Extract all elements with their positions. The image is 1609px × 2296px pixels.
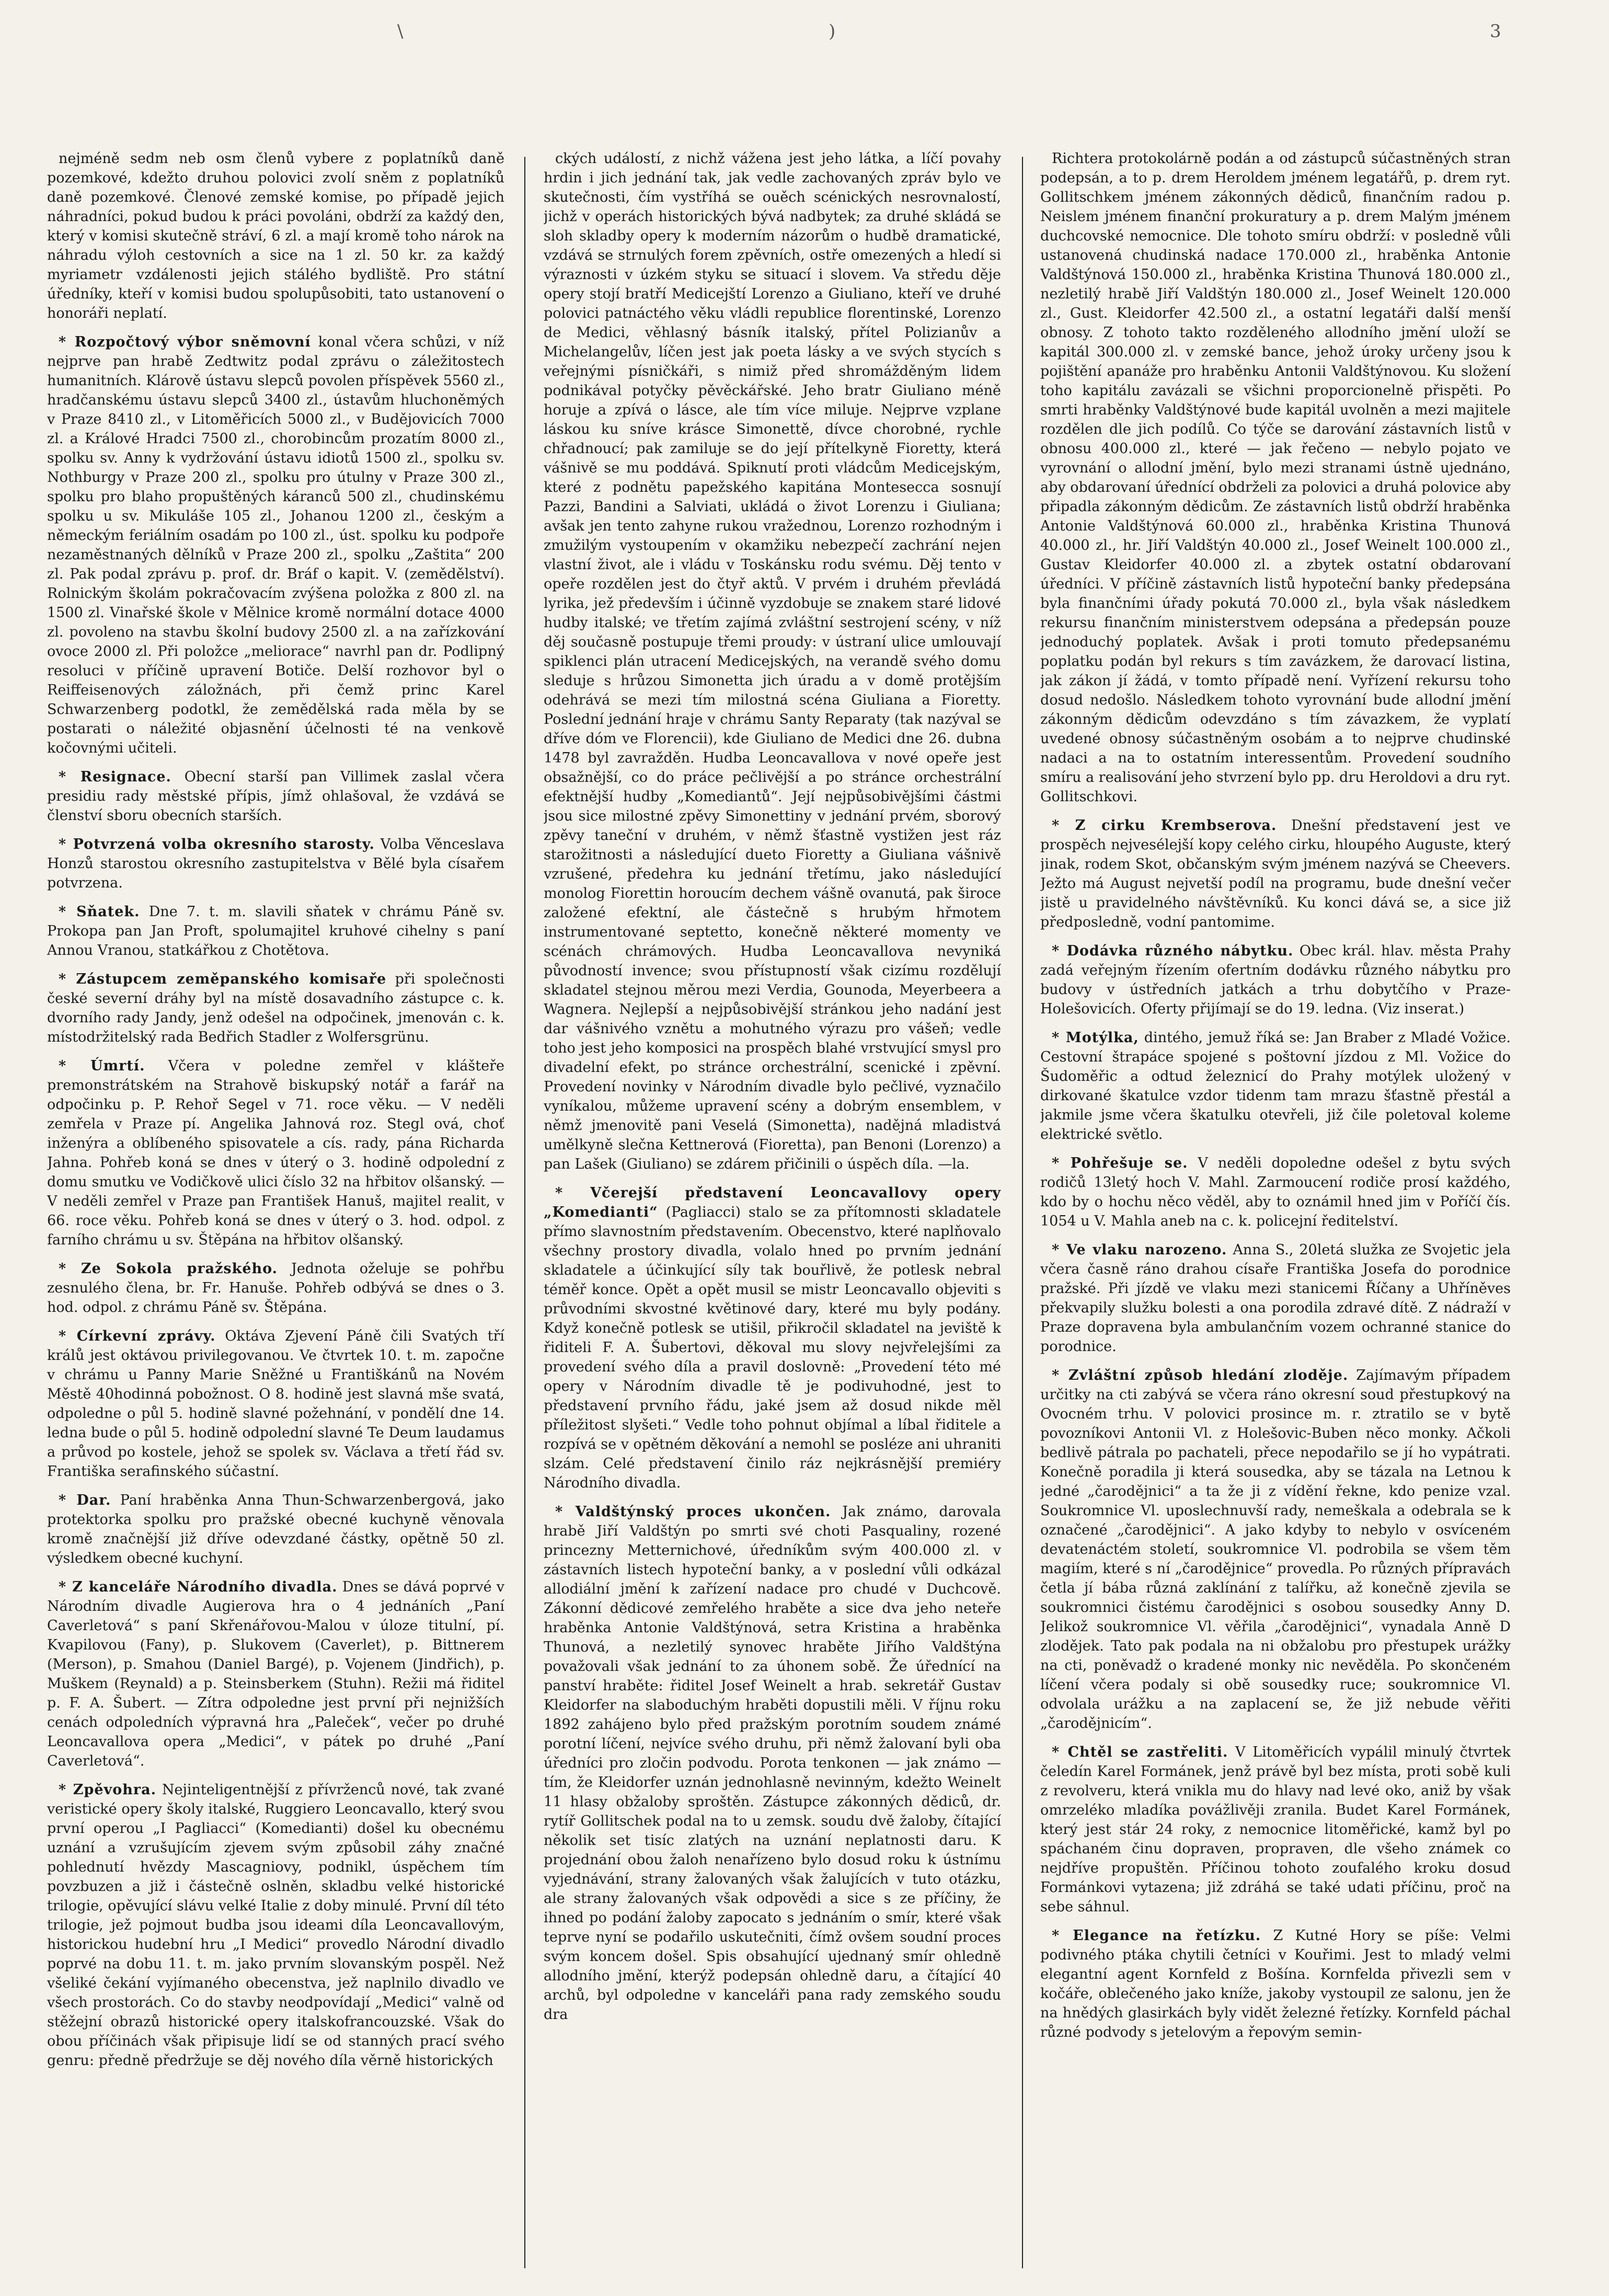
column-left [47, 149, 504, 2271]
article [47, 149, 504, 323]
article-heading: * Zpěvohra. [59, 1782, 157, 1798]
article-heading: * Ze Sokola pražského. [59, 1261, 278, 1277]
article [1040, 1153, 1511, 1231]
article [47, 835, 504, 893]
article-body: Anna S., 20letá služka ze Svojetic jela včera časně ráno drahou císaře Františka Josefa do porodnice pražské. Při jízdě ve vlaku mezi stanicemi Říčany a Uhříněves překvapily služku bolesti a ona porodila zdravé dítě. Z nádraží v Praze dopravena byla ambulančním vozem ochranné stanice do porodnice. [1040, 1242, 1511, 1355]
article-body: Obec král. hlav. města Prahy zadá veřejným řízením ofertním dodávku různého nábytku pro budovy v ústředních jatkách a trhu dobytčího v Praze-Holešovicích. Oferty přijímají se do 19. ledna. (Viz inserat.) [1040, 943, 1511, 1017]
article-heading: * Elegance na řetízku. [1052, 1928, 1261, 1944]
article [1040, 1028, 1511, 1144]
page-mark: ) [829, 21, 836, 42]
article [544, 1183, 1001, 1493]
article [1040, 149, 1511, 806]
article-body: Jednota oželuje se pohřbu zesnulého člena, br. Fr. Hanuše. Pohřeb odbývá se dnes o 3. hod. odpol. z chrámu Páně sv. Štěpána. [47, 1261, 504, 1316]
article-heading: * Církevní zprávy. [59, 1328, 216, 1344]
article-body: Paní hraběnka Anna Thun-Schwarzenbergová, jako protektorka spolku pro pražské obecné kuchyně věnovala kromě značnější již dříve odevzdané částky, opětně 50 zl. výsledkem obecné kuchyní. [47, 1492, 504, 1566]
article-body: Oktáva Zjevení Páně čili Svatých tří králů jest oktávou privilegovanou. Ve čtvrtek 10. t. m. započne v chrámu u Panny Marie Sněžné u Františkánů na Novém Městě 40hodinná pobožnost. O 8. hodině jest slavná mše svatá, odpoledne o půl 5. hodině slavné požehnání, v pondělí dne 14. ledna bude o půl 5. hodině odpolední slavné Te Deum laudamus a průvod po kostele, jehož se spolek sv. Václava a třetí řád sv. Františka serafinského súčastní. [47, 1328, 504, 1480]
article-body: V Litoměřicích vypálil minulý čtvrtek čeledín Karel Formánek, jenž právě byl bez místa, proti sobě kuli z revolveru, která vnikla mu do hlavy nad levé oko, aniž by však omrzeléko mladíka povážlivěji zranila. Budet Karel Formánek, který jest stár 24 roky, z nemocnice litoměřické, kamž byl po spáchaném činu dopraven, propraven, dle všeho známek co nejdříve propuštěn. Příčinou tohoto zoufalého kroku dosud Formánkovi vytazena; již zdráhá se také udati příčinu, proč na sebe sáhnul. [1040, 1744, 1511, 1915]
article [47, 332, 504, 758]
article-body: Volba Věnceslava Honzů starostou okresního zastupitelstva v Bělé byla císařem potvrzena. [47, 836, 504, 891]
article-body: Obecní starší pan Villimek zaslal včera presidiu rady městské přípis, jímž ohlašoval, že vzdává se členství sboru obecních starších. [47, 769, 504, 824]
article-heading: * Potvrzená volba okresního starosty. [59, 836, 375, 852]
article-heading: * Motýlka, [1052, 1030, 1139, 1046]
article-heading: * Ve vlaku narozeno. [1052, 1242, 1227, 1258]
article-heading: * Úmrtí. [59, 1058, 145, 1074]
article-body: Včera v poledne zemřel v klášteře premonstrátském na Strahově biskupský notář a farář na odpočinku p. P. Rehoř Segel v 71. roce věku. — V neděli zemřela v Praze pí. Angelika Jahnová roz. Stegl ová, choť inženýra a oblíbeného spisovatele a cís. rady, pána Richarda Jahna. Pohřeb koná se dnes v úterý o 3. hodině odpolední z domu smutku ve Vodičkově ulici číslo 32 na hřbitov olšanský. — V neděli zemřel v Praze pan František Hanuš, majitel realit, v 66. roce věku. Pohřeb koná se dnes v úterý o 3. hod. odpol. z farního chrámu u sv. Štěpána na hřbitov olšanský. [47, 1058, 504, 1248]
article-heading: * Rozpočtový výbor sněmovní [59, 334, 311, 350]
article-body: Jak známo, darovala hrabě Jiří Valdštýn po smrti své choti Pasqualiny, rozené princezny Metternichové, úředníkům svým 400.000 zl. v zástavních listech hypoteční banky, a v poslední vůli odkázal allodiální jmění k zařízení nadace pro chudé v Duchcově. Zákonní dědicové zemřelého hraběte a sice dva jeho neteře hraběnka Antonie Valdštýnová, setra Kristina a hraběnka Thunová, a nezletilý synovec hraběte Jiřího Valdštýna považovali však jednání to za úhonem sobě. Že úřednící na panství hraběte: řiditel Josef Weinelt a hrab. sekretář Gustav Kleidorfer na slaboduchým hraběti dopustili měli. V říjnu roku 1892 zahájeno bylo před pražským porotním soudem známé porotní líčení, nejvíce svého druhu, při němž žalovaní byli oba úředníci pro zločin podvodu. Porota tenkonen — jak známo — tím, že Kleidorfer uznán jednohlasně nevinným, kdežto Weinelt 11 hlasy obžaloby sproštěn. Zástupce zákonných dědiců, dr. rytíř Gollitschek podal na to u zemsk. soudu dvě žaloby, čítající několik set tisíc zlatých na uznání neplatnosti daru. K projednání obou žaloh nenařízeno bylo dosud roku k ústnímu vyjednávání, strany žalovaných však žalujících v tuto otázku, ale strany žalovaných však odpovědi a sice s ze příčiny, že ihned po podání žaloby zapocato s jednáním o smír, které však teprve nyní se podařilo uskutečniti, čímž ovšem soudní proces svým koncem došel. Spis obsahující ujednaný smír ohledně allodního jmění, kterýž podepsán ohledně daru, a čítající 40 archů, byl odpoledne v kanceláři pana rady zemského soudu dra [544, 1504, 1001, 2023]
article-heading: * Z kanceláře Národního divadla. [59, 1579, 338, 1595]
article-body: Nejinteligentnější z přívrženců nové, tak zvané veristické opery školy italské, Ruggiero Leoncavallo, který svou první operou „I Pagliacci“ (Komedianti) došel ku obecnému uznání a vzrušujícím zjevem svým způsobil záhy značné pohlednutí hvězdy Mascagniovy, podnikl, úspěchem tím povzbuzen a již i částečně oslněn, skladbu velké historické trilogie, opěvující slávu velké Italie z doby minulé. První díl této trilogie, jež pojmout budba jsou ideami díla Leoncavallovým, historickou hudební hru „I Medici“ provedlo Národní divadlo poprvé na dobu 11. t. m. jako prvním slovanským pospěl. Než všeliké čekání vyjímaného obecenstva, jež naplnilo divadlo ve všech prostorách. Co do stavby neodpovídají „Medici“ valně od stěžejní obrazů historické opery italskofrancouzské. Však do obou příčinách však připisuje lidí se od stanných prací svého genru: předně předržuje se děj nového díla věrně historických [47, 1782, 504, 2069]
article-body: konal včera schůzi, v níž nejprve pan hrabě Zedtwitz podal zprávu o záležitostech humanitních. Klárově ústavu slepců povolen příspěvek 5560 zl., hradčanskému ústavu slepců 3400 zl., ústavům hluchoněmých v Praze 8410 zl., v Litoměřicích 5000 zl., v Budějovicích 7000 zl. a Králové Hradci 7500 zl., chorobincům prozatím 8000 zl., spolku sv. Anny k vydržování ústavu idiotů 1500 zl., spolku sv. Nothburgy v Praze 200 zl., spolku pro útulny v Praze 300 zl., spolku pro blaho propuštěných káranců 500 zl., chudinskému spolku u sv. Mikuláše 105 zl., Johanou 1200 zl., českým a německým feriálním osadám po 100 zl., úst. spolku ku podpoře nezaměstnaných dělníků v Praze 200 zl., spolku „Zaštita“ 200 zl. Pak podal zprávu p. prof. dr. Bráf o kapit. V. (zemědělství). Rolnickým školám pokračovacím zvýšena položka z 800 zl. na 1500 zl. Vinařské škole v Mělnice kromě normální dotace 4000 zl. povoleno na stavbu školní budovy 2500 zl. a na zařízkování ovoce 2000 zl. Při položce „meliorace“ navrhl pan dr. Podlipný resoluci v příčině upravení Botiče. Delší rozhovor byl o Reiffeisenových záložnách, při čemž princ Karel Schwarzenberg podotkl, že zemědělská rada měla by se postarati o náležité objasnění účelnosti té na venkově kočovnými učiteli. [47, 334, 504, 756]
article-heading: * Dodávka různého nábytku. [1052, 943, 1294, 959]
article [1040, 816, 1511, 932]
article-heading: * Pohřešuje se. [1052, 1155, 1188, 1171]
article-heading: * Zvláštní způsob hledání zloděje. [1052, 1367, 1349, 1383]
page-mark: 3 [1490, 21, 1501, 42]
article [47, 1577, 504, 1771]
article-body: Dnes se dává poprvé v Národním divadle Augierova hra o 4 jednáních „Paní Caverletová“ s paní Skřenářovou-Malou v úloze titulní, pí. Kvapilovou (Fany), p. Slukovem (Caverlet), p. Bittnerem (Merson), p. Smahou (Daniel Bargé), p. Vojenem (Jindřich), p. Muškem (Reynald) a p. Steinsberkem (Stuhn). Režii má řiditel p. F. A. Šubert. — Zítra odpoledne jest první při nejnižších cenách odpoledních výpravná hra „Paleček“, večer po druhé Leoncavallova opera „Medici“, v pátek po druhé „Paní Caverletová“. [47, 1579, 504, 1769]
article [544, 1502, 1001, 2024]
article [1040, 1366, 1511, 1733]
article [47, 1326, 504, 1481]
article [47, 1056, 504, 1250]
article-body: ckých událostí, z nichž vážena jest jeho látka, a líčí povahy hrdin i jich jednání tak, jak vedle zachovaných zpráv bylo ve skutečnosti, čím vystříhá se ouěch scénických nesrovnalostí, jichž v operách historických bývá nadbytek; za druhé skládá se sloh skladby opery k moderním názorům o hudbě dramatické, vzdává se strnulých forem zpěvních, ostře omezených a hledí si výraznosti v úzkém styku se situací i slovem. Va středu děje opery stojí bratří Medicejští Lorenzo a Giuliano, kteří ve druhé polovici patnáctého věku vládli republice florentinské, Lorenzo de Medici, věhlasný básník italský, přítel Polizianův a Michelangelův, líčen jest jak poeta lásky a ve svých stycích s veřejnými písničkáři, s nimiž před shromážděným lidem podnikával potyčky pěvěckářské. Jeho bratr Giuliano méně horuje a zpívá o lásce, ale tím více miluje. Nejprve vzplane láskou ku sníve krásce Simonettě, dívce chorobné, rychle chřadnoucí; pak zamiluje se do její přítelkyně Fioretty, která vášnivě se mu poddává. Spiknutí proti vládcům Medicejským, které z podnětu papežského kapitána Montesecca sosnují Pazzi, Bandini a Salviati, ukládá o život Lorenzu i Giuliana; avšak jen tento zahyne rukou vražednou, Lorenzo rozhodným i zmužilým vystoupením v okamžiku nebezpečí zachrání nejen vlastní život, ale i vládu v Toskánsku rodu svému. Děj tento v opeře rozdělen jest do čtyř aktů. V prvém i druhém převládá lyrika, jež především i účinně vyzdobuje se znakem staré lidové hudby italské; ve třetím zajímá zvláštní sestrojení scény, v níž děj současně postupuje třemi proudy: v ústraní ulice umlouvají spiklenci plán utracení Medicejských, na verandě svého domu sleduje s hrůzou Simonetta jich úradu a v domě protějším odehrává se mezi tím milostná scéna Giuliana a Fioretty. Poslední jednání hraje v chrámu Santy Reparaty (tak nazýval se dříve dóm ve Florencii), kde Giuliano de Medici dne 26. dubna 1478 byl zavražděn. Hudba Leoncavallova v nové opeře jest obsažnější, co do práce pečlivější a po stránce orchestrální efektnější hudby „Komediantů“. Její nejpůsobivějšími částmi jsou sice milostné zpěvy Simonettiny v jednání prvém, sborový zpěvy taneční v druhém, v němž šťastně vystižen jest ráz starožitnosti a následující dueto Fioretty a Giuliana vášnivě vzrušené, předehra ku jednání třetímu, jako následující monolog Fiorettin horoucím dechem vášně ovanutá, pak široce založené efektní, ale částečně s hrubým hřmotem instrumentované septetto, konečně některé momenty ve scénách chrámových. Hudba Leoncavallova nevyniká původností invence; svou přístupností však cizímu rozdělují skladatel stejnou měrou mezi Verdia, Gounoda, Meyerbeera a Wagnera. Nejlepší a nejpůsobivější stránkou jeho nadání jest dar vášnivého vznětu a mohutného výrazu pro vášeň; vedle toho jest jeho komposici na prospěch blahé vrstvující smysl pro divadelní efekt, po stránce orchestrální, scenické i zpěvní. Provedení novinky v Národním divadle bylo pečlivé, vyznačilo vyníkalou, můžeme upravení scény a dobrým ensemblem, v němž jmenovitě pani Veselá (Simonetta), nadějná mladistvá umělkyně slečna Kettnerová (Fioretta), pan Benoni (Lorenzo) a pan Lašek (Giuliano) se zdárem přičinili o úspěch díla. —la. [544, 151, 1001, 1172]
article-body: Dne 7. t. m. slavili sňatek v chrámu Páně sv. Prokopa pan Jan Proft, spolumajitel kruhové cihelny s paní Annou Vranou, statkářkou z Chotětova. [47, 904, 504, 959]
article [1040, 1743, 1511, 1917]
article-body: (Pagliacci) stalo se za přítomnosti skladatele přímo slavnostním představením. Obecenstvo, které naplňovalo všechny prostory divadla, volalo hned po prvním jednání skladatele a účinkující síly tak bouřlivě, že potlesk nebral téměř konce. Opět a opět musil se mistr Leoncavallo objeviti s průvodními skvostné květinové dary, které mu byly podány. Když konečně potlesk se utišil, přikročil skladatel na jeviště k řiditeli F. A. Šubertovi, děkoval mu slovy nejvřelejšími za provedení svého díla a pravil doslovně: „Provedení této mé opery v Národním divadle tě je podivuhodné, jest to představení prvního řádu, jaké jsem až dosud nikde měl příležitost slyšeti.“ Vedle toho pohnut objímal a líbal řiditele a rozpívá se v opětném děkování a nemohl se posléze ani uhraniti slzám. Celé představení činilo ráz nejkrásnější premiéry Národního divadla. [544, 1204, 1001, 1491]
article-body: Zajímavým případem určitky na cti zabývá se včera ráno okresní soud přestupkový na Ovocném trhu. V polovici prosince m. r. ztratilo se v bytě povozníkovi Antonii Vl. z Holešovic-Buben něco monky. Ačkoli bedlivě pátrala po pachateli, přece nepodařilo se jí ho vypátrati. Konečně poradila ji která sousedka, aby se tázala na Letnou k jedné „čarodějnici“ a ta že ji z vídění řekne, kdo penize vzal. Soukromnice Vl. uposlechnuvší rady, nemeškala a odebrala se k označené „čarodějnici“. A jako kdyby to nebylo v osvíceném devatenáctém století, soukromnice Vl. podrobila se všem těm magiím, které s ní „čarodějnice“ provedla. Po různých přípravách četla jí bába různá zaklínání z talířku, až konečně zjevila se soukromnici čistému čarodějnici s osobou sousedky Anny D. Jelikož soukromnice Vl. věřila „čarodějnici“, vynadala Anně D zlodějek. Tato pak podala na ni obžalobu pro přestupek urážky na cti, poněvadž o kradené monky nic nevěděla. Po skončeném líčení včera podaly si obě sousedky ruce; soukromnice Vl. odvolala urážku a na zaplacení se, že již nebude věřiti „čarodějnicím“. [1040, 1367, 1511, 1732]
article [1040, 941, 1511, 1019]
article [47, 1259, 504, 1317]
article [47, 970, 504, 1047]
article-heading: * Valdštýnský proces ukončen. [555, 1504, 831, 1520]
article-body: nejméně sedm neb osm členů vybere z poplatníků daně pozemkové, kdežto druhou polovici zvolí sněm z poplatníků daně pozemkové. Členové zemské komise, po případě jejich náhradníci, pokud budou k práci povoláni, obdrží za každý den, který v komisi skutečně stráví, 6 zl. a mají kromě toho nárok na náhradu výloh cestovních a sice na 1 zl. 50 kr. za každý myriametr vzdálenosti jejich stálého bydliště. Pro státní úředníky, kteří v komisi budou spolupůsobiti, tato ustanovení o honoráři neplatí. [47, 151, 504, 321]
article-body: Richtera protokolárně podán a od zástupců súčastněných stran podepsán, a to p. drem Heroldem jménem legatářů, p. drem ryt. Gollitschkem jménem zákonných dědiců, finančním radou p. Neislem jménem finanční prokuratury a p. drem Malým jménem duchcovské nemocnice. Dle tohoto smíru obdrží: v posledně vůli ustanovená chudinská nadace 170.000 zl., hraběnka Antonie Valdštýnová 150.000 zl., hraběnka Kristina Thunová 180.000 zl., nezletilý hrabě Jiří Valdštýn 180.000 zl., Josef Weinelt 120.000 zl., Gust. Kleidorfer 42.500 zl., a ostatní legatáři další menší obnosy. Z tohoto takto rozděleného allodního jmění uloží se kapitál 300.000 zl. v zemské bance, jehož úroky určeny jsou k pojištění apanáže pro hraběnku Antonii Valdštýnovou. Ku složení toho kapitálu zavázali se všichni proporcionelně přispěti. Po smrti hraběnky Valdštýnové bude kapitál uvolněn a mezi majitele rozdělen dle jich podílů. Co týče se darování zástavních listů v obnosu 400.000 zl., které — jak řečeno — nebylo pojato ve vyrovnání o allodní jmění, bylo mezi stranami ústně ujednáno, aby obdarovaní úřednící obdrželi za polovici a druhá polovice aby připadla zákonným dědicům. Ze zástavních listů obdrží hraběnka Antonie Valdštýnová 60.000 zl., hraběnka Kristina Thunová 40.000 zl., hr. Jiří Valdštýn 40.000 zl., Josef Weinelt 100.000 zl., Gustav Kleidorfer 40.000 zl. a zbytek ostatní obdarovaní úředníci. V příčině zástavních listů hypoteční banky předepsána byla finančními úřady pokutá 70.000 zl., byla však následkem rekursu finančním ministerstvem odepsána a předepsán pouze jednoduchý poplatek. Avšak i proti tomuto předepsanému poplatku podán byl rekurs s tím zavázkem, že darovací listina, jak zákon jí žádá, v tomto případě není. Vyřízení rekursu toho dosud nedošlo. Následkem tohoto vyrovnání bude allodní jmění zákonným dědicům odevzdáno s tím závazkem, že vyplatí uvedené obnosy súčastněným osobám a to nejprve chudinské nadaci a na to ostatním interessentům. Provedení soudního smíru a realisování jeho stvrzení bylo pp. dru Heroldovi a dru ryt. Gollitschkovi. [1040, 151, 1511, 805]
article [47, 902, 504, 960]
article-body: při společnosti české severní dráhy byl na místě dosavadního zástupce c. k. dvorního rady Jandy, jenž odešel na odpočinek, jmenován c. k. místodržitelský rada Bedřich Stadler z Wolfersgrünu. [47, 971, 504, 1045]
article-body: dintého, jemuž říká se: Jan Braber z Mladé Vožice. Cestovní štrapáce spojené s poštovní jízdou z Ml. Vožice do Šudoměřic a odtud železnicí do Prahy motýlek uložený v dirkované škatulce vzdor tidenm tam mrazu šťastně přestál a jakmile jsme včera škatulku otevřeli, již čile poletoval koleme elektrické světlo. [1040, 1030, 1511, 1143]
article [47, 767, 504, 825]
text-columns [47, 149, 1563, 2271]
column-right [1040, 149, 1511, 2271]
article [47, 1491, 504, 1568]
article [1040, 1926, 1511, 2042]
article [544, 149, 1001, 1174]
article-heading: * Sňatek. [59, 904, 140, 920]
page-mark: \ [397, 21, 404, 42]
article-heading: * Resignace. [59, 769, 171, 785]
article-body: Z Kutné Hory se píše: Velmi podivného ptáka chytili četníci v Kouřimi. Jest to mladý velmi elegantní agent Kornfeld z Bošína. Kornfelda přivezli sem v kočáře, oblečeného jako kníže, jakoby vystoupil ze salonu, jen že na hnědých glasirkách byly vidět železné řetízky. Kornfeld páchal různé podvody s jetelovým a řepovým semin- [1040, 1928, 1511, 2040]
article [1040, 1240, 1511, 1356]
article-body: V neděli dopoledne odešel z bytu svých rodičů 13letý hoch V. Mahl. Zarmoucení rodiče prosí každého, kdo by o hochu něco věděl, aby to oznámil hned jim v Poříčí čís. 1054 u V. Mahla aneb na c. k. policejní ředitelství. [1040, 1155, 1511, 1229]
article-heading: * Z cirku Krembserova. [1052, 817, 1277, 834]
article-heading: * Včerejší představení Leoncavallovy opery „Komedianti“ [544, 1185, 1001, 1220]
article-heading: * Zástupcem zeměpanského komisaře [59, 971, 387, 987]
article [47, 1780, 504, 2070]
article-body: Dnešní představení jest ve prospěch nejvesélejší kopy celého cirku, hloupého Auguste, který jinak, rodem Skot, občanským svým jménem nazývá se Cheevers. Ježto má August nejvetší podíl na programu, bude dnešní večer jistě u pravidelného návštěvníků. Ku konci dává se, a sice již předposledně, vodní pantomime. [1040, 817, 1511, 930]
article-heading: * Chtěl se zastřeliti. [1052, 1744, 1228, 1760]
article-heading: * Dar. [59, 1492, 111, 1508]
column-middle [544, 149, 1001, 2271]
